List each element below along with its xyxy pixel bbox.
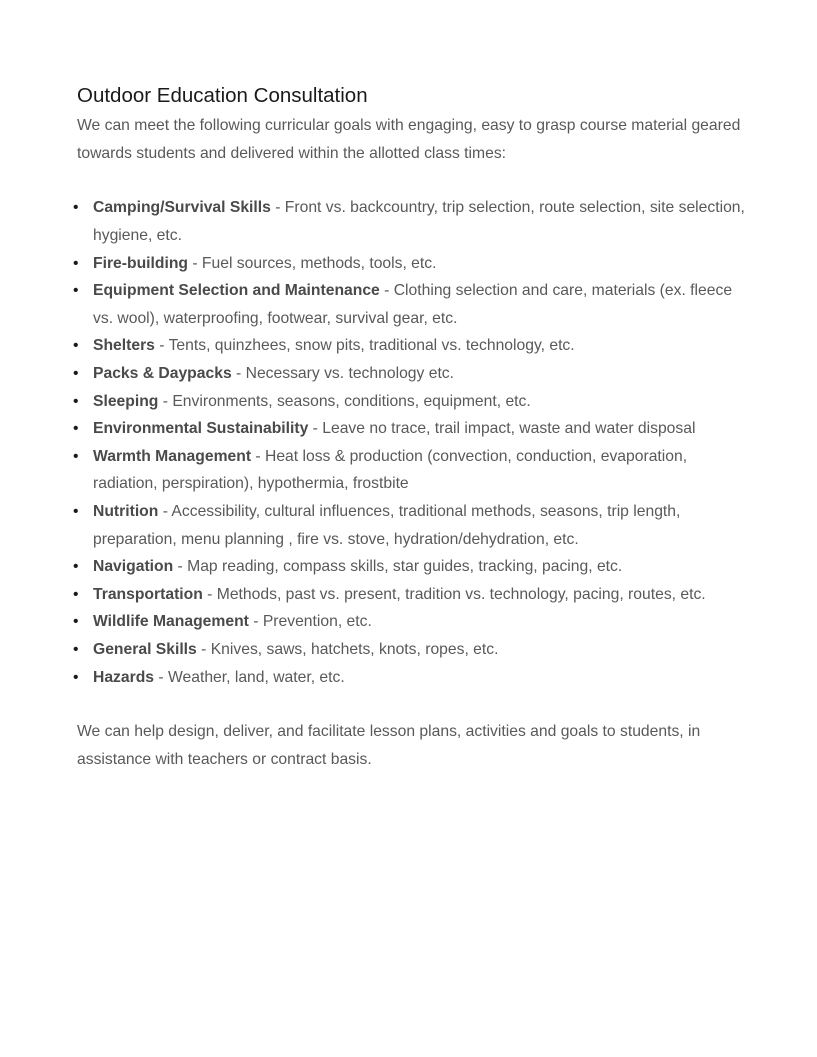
list-item-description: - Environments, seasons, conditions, equipment, etc. [158, 392, 531, 410]
list-item-term: Wildlife Management [93, 613, 249, 631]
list-item-term: General Skills [93, 640, 197, 658]
list-item [73, 415, 747, 443]
list-item [73, 332, 747, 360]
list-item-description: - Methods, past vs. present, tradition vs. technology, pacing, routes, etc. [202, 585, 706, 603]
bullet-icon: • [73, 420, 79, 438]
document-body [73, 82, 747, 774]
bullet-icon: • [73, 337, 79, 355]
list-item [73, 443, 747, 498]
bullet-icon: • [73, 502, 79, 520]
list-item-description: - Knives, saws, hatchets, knots, ropes, etc. [196, 640, 499, 658]
list-item-term: Transportation [93, 585, 203, 603]
list-item-term: Shelters [93, 337, 155, 355]
bullet-icon: • [73, 668, 79, 686]
intro-paragraph: We can meet the following curricular goals with engaging, easy to grasp course material geared towards students and delivered within the allotted class times: [77, 117, 741, 162]
list-item [73, 608, 747, 636]
list-item-description: - Accessibility, cultural influences, traditional methods, seasons, trip length, preparation, menu planning , fire vs. stove, hydration/dehydration, etc. [93, 502, 681, 548]
list-item-description: - Weather, land, water, etc. [154, 668, 345, 686]
list-item [73, 250, 747, 278]
list-item-description: - Prevention, etc. [248, 613, 372, 631]
list-item-term: Warmth Management [93, 447, 252, 465]
list-item-term: Nutrition [93, 502, 159, 520]
curriculum-list [73, 194, 747, 691]
list-item [73, 498, 747, 553]
list-item-description: - Heat loss & production (convection, conduction, evaporation, radiation, perspiration), hypothermia, frostbite [93, 447, 688, 493]
bullet-icon: • [73, 392, 79, 410]
list-item [73, 553, 747, 581]
list-item [73, 664, 747, 692]
list-item [73, 360, 747, 388]
bullet-icon: • [73, 613, 79, 631]
list-item-description: - Leave no trace, trail impact, waste and water disposal [308, 420, 696, 438]
bullet-icon: • [73, 447, 79, 465]
bullet-icon: • [73, 199, 79, 217]
list-item-description: - Fuel sources, methods, tools, etc. [187, 254, 437, 272]
list-item [73, 388, 747, 416]
list-item-term: Packs & Daypacks [93, 364, 232, 382]
list-item-term: Fire-building [93, 254, 188, 272]
bullet-icon: • [73, 364, 79, 382]
bullet-icon: • [73, 585, 79, 603]
list-item-term: Environmental Sustainability [93, 420, 309, 438]
list-item [73, 277, 747, 332]
list-item-term: Camping/Survival Skills [93, 199, 271, 217]
bullet-icon: • [73, 254, 79, 272]
list-item [73, 194, 747, 249]
list-item-description: - Front vs. backcountry, trip selection, route selection, site selection, hygiene, etc. [93, 199, 745, 244]
list-item-term: Equipment Selection and Maintenance [93, 282, 380, 300]
list-item [73, 581, 747, 609]
bullet-icon: • [73, 640, 79, 658]
closing-paragraph: We can help design, deliver, and facilitate lesson plans, activities and goals to students, in assistance with teachers or contract basis. [77, 723, 701, 768]
list-item-description: - Clothing selection and care, materials (ex. fleece vs. wool), waterproofing, footwear, survival gear, etc. [93, 282, 733, 327]
list-item-term: Hazards [93, 668, 155, 686]
bullet-icon: • [73, 558, 79, 576]
list-item-description: - Necessary vs. technology etc. [231, 364, 455, 382]
list-item-term: Navigation [93, 558, 174, 576]
list-item-description: - Tents, quinzhees, snow pits, traditional vs. technology, etc. [154, 337, 575, 355]
list-item-term: Sleeping [93, 392, 159, 410]
page-title: Outdoor Education Consultation [77, 84, 368, 107]
list-item-description: - Map reading, compass skills, star guides, tracking, pacing, etc. [173, 558, 623, 576]
list-item [73, 636, 747, 664]
bullet-icon: • [73, 282, 79, 300]
